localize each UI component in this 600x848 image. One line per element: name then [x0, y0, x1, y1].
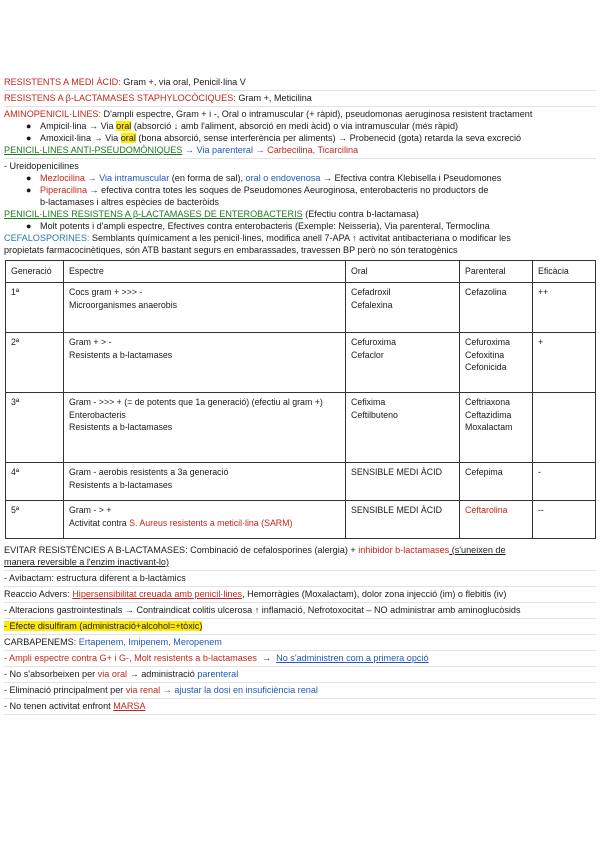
- line-alteracions: - Alteracions gastrointestinals → Contraindicat colitis ulcerosa ↑ inflamació, Nefrotoxocitat – NO administrar amb aminoglucòsids: [4, 604, 521, 615]
- table-row: [6, 500, 596, 538]
- line-avibactam: - Avibactam: estructura diferent a b-lactàmics: [4, 572, 186, 583]
- header-oral: Oral: [346, 261, 460, 283]
- cell-eficacia: ++: [533, 282, 596, 332]
- bullet-ampicillina: ● Ampicil·lina → Via oral (absorció ↓ amb l'aliment, absorció en medi àcid) o via intramuscular (més ràpid): [26, 121, 459, 131]
- table-header-row: [6, 261, 596, 283]
- cell-espectre: Gram - >>> + (= de potents que 1a generació) (efectiu al gram +) Enterobacteris Resistents a b-lactamases: [64, 392, 346, 462]
- bullet-mezlocilina: ● Mezlocilina → Via intramuscular (en forma de sal), oral o endovenosa → Efectiva contra Klebisella i Pseudomones: [26, 173, 502, 183]
- table-row: [6, 462, 596, 500]
- cell-gen: 1ª: [6, 282, 64, 332]
- bullet-piperacilina-cont: b-lactamases i altres espècies de bacteròids: [40, 197, 219, 207]
- heading: EVITAR RESISTÈNCIES A B-LACTAMASES:: [4, 544, 188, 555]
- line-cefalosporines-cont: propietats farmacocinètiques, són ATB bastant segurs en embarassades, travessen BP però no són teratogènics: [4, 245, 458, 255]
- cell-oral: Cefixima Ceftilbuteno: [346, 392, 460, 462]
- cell-oral: SENSIBLE MEDI ÀCID: [346, 462, 460, 500]
- bullet-icon: ●: [26, 173, 32, 183]
- cell-eficacia: [533, 392, 596, 462]
- line-anti-pseudomoniques: PENICIL·LINES ANTI-PSEUDOMÒNIQUES → Via parenteral → Carbecilina, Ticarcilina: [4, 145, 359, 155]
- cell-parenteral: Cefuroxima Cefoxitina Cefonicida: [460, 332, 533, 392]
- bullet-amoxicillina: ● Amoxicil·lina → Via oral (bona absorció, sense interferència per aliments) → Probenecid (gota) retarda la seva excreció: [26, 133, 522, 143]
- line-disulfiram: - Efecte disulfiram (administració+alcohol=+tòxic): [4, 620, 203, 631]
- cell-gen: 4ª: [6, 462, 64, 500]
- bullet-icon: ●: [26, 121, 32, 131]
- text: D'ampli espectre, Gram + i -, Oral o intramuscular (+ ràpid), pseudomonas aeruginosa resistent tractament: [101, 109, 533, 119]
- header-espectre: Espectre: [64, 261, 346, 283]
- bullet-icon: ●: [26, 133, 32, 143]
- cell-eficacia: --: [533, 500, 596, 538]
- heading: CEFALOSPORINES:: [4, 233, 90, 243]
- cell-gen: 5ª: [6, 500, 64, 538]
- cell-parenteral: Cefazolina: [460, 282, 533, 332]
- table-row: [6, 282, 596, 332]
- bullet-icon: ●: [26, 221, 32, 231]
- header-generacio: Generació: [6, 261, 64, 283]
- text: Gram +, via oral, Penicil·lina V: [120, 77, 246, 87]
- cell-parenteral: Ceftriaxona Ceftazidima Moxalactam: [460, 392, 533, 462]
- bullet-icon: ●: [26, 185, 32, 195]
- heading: RESISTENS A β-LACTAMASES STAPHYLOCÒCIQUES:: [4, 93, 236, 103]
- cell-oral: SENSIBLE MEDI ÀCID: [346, 500, 460, 538]
- cell-gen: 2ª: [6, 332, 64, 392]
- header-eficacia: Eficàcia: [533, 261, 596, 283]
- heading: AMINOPENICIL·LINES:: [4, 109, 102, 119]
- cell-espectre: Cocs gram + >>> - Microorganismes anaerobis: [64, 282, 346, 332]
- cell-eficacia: +: [533, 332, 596, 392]
- line-carbapenems: CARBAPENEMS: Ertapenem, Imipenem, Meropenem: [4, 636, 222, 647]
- line-aminopenicillines: [4, 108, 596, 120]
- highlight: oral: [116, 121, 132, 131]
- line-ampli-espectre: - Ampli espectre contra G+ i G-, Molt resistents a b-lactamases → No s'administren com a primera opció: [4, 652, 429, 663]
- table-row: [6, 332, 596, 392]
- cell-oral: Cefadroxil Cefalexina: [346, 282, 460, 332]
- heading: CARBAPENEMS:: [4, 636, 77, 647]
- cell-parenteral: Cefepima: [460, 462, 533, 500]
- cell-eficacia: -: [533, 462, 596, 500]
- line-resistens-enterobacteris: PENICIL·LINES RESISTENS A β-LACTAMASES DE ENTEROBACTERIS (Efectiu contra b-lactamasa): [4, 209, 419, 219]
- cell-espectre: Gram - > + Activitat contra S. Aureus resistents a meticil·lina (SARM): [64, 500, 346, 538]
- line-eliminacio: - Eliminació principalment per via renal → ajustar la dosi en insuficiència renal: [4, 684, 318, 695]
- highlight: oral: [120, 133, 136, 143]
- cell-espectre: Gram + > - Resistents a b-lactamases: [64, 332, 346, 392]
- line-marsa: - No tenen activitat enfront MARSA: [4, 700, 146, 711]
- text: Gram +, Meticilina: [235, 93, 312, 103]
- document-page: [4, 76, 596, 716]
- table-row: [6, 392, 596, 462]
- cefalosporines-table: [5, 260, 596, 539]
- heading: RESISTENTS A MEDI ÀCID:: [4, 77, 121, 87]
- bullet-molt-potents: ● Molt potents i d'ampli espectre, Efectives contra enterobacteris (Exemple: Neisseria), Via parenteral, Termoclina: [26, 221, 490, 231]
- line-cefalosporines: CEFALOSPORINES: Semblants químicament a les penicil·lines, modifica anell 7-APA ↑ activitat antibacteriana o modificar les: [4, 233, 511, 243]
- bullet-piperacilina: ● Piperacilina → efectiva contra totes les soques de Pseudomones Aeuroginosa, enterobacteris no productors de: [26, 185, 489, 195]
- line-ureidopenicilines: - Ureidopenicilines: [4, 161, 79, 171]
- line-resistens-blactamases: [4, 92, 596, 104]
- line-reaccio-advers: Reaccio Advers: Hipersensibilitat creuada amb penicil·lines, Hemorràgies (Moxalactam), dolor zona injecció (im) o flebitis (iv): [4, 588, 507, 599]
- cell-parenteral: Ceftarolina: [460, 500, 533, 538]
- line-evitar-resistencies: EVITAR RESISTÈNCIES A B-LACTAMASES: Combinació de cefalosporines (alergia) + inhibidor b-lactamases (s'uneixen de: [4, 544, 506, 555]
- cell-espectre: Gram - aerobis resistents a 3a generació Resistents a b-lactamases: [64, 462, 346, 500]
- header-parenteral: Parenteral: [460, 261, 533, 283]
- line-resistents-medi-acid: [4, 76, 596, 88]
- line-no-absorbeixen: - No s'absorbeixen per via oral → administració parenteral: [4, 668, 239, 679]
- line-evitar-cont: manera reversible a l'enzim inactivant-lo): [4, 556, 169, 567]
- heading: PENICIL·LINES ANTI-PSEUDOMÒNIQUES: [4, 145, 183, 155]
- heading: PENICIL·LINES RESISTENS A β-LACTAMASES DE ENTEROBACTERIS: [4, 209, 303, 219]
- cell-oral: Cefuroxima Cefaclor: [346, 332, 460, 392]
- cell-gen: 3ª: [6, 392, 64, 462]
